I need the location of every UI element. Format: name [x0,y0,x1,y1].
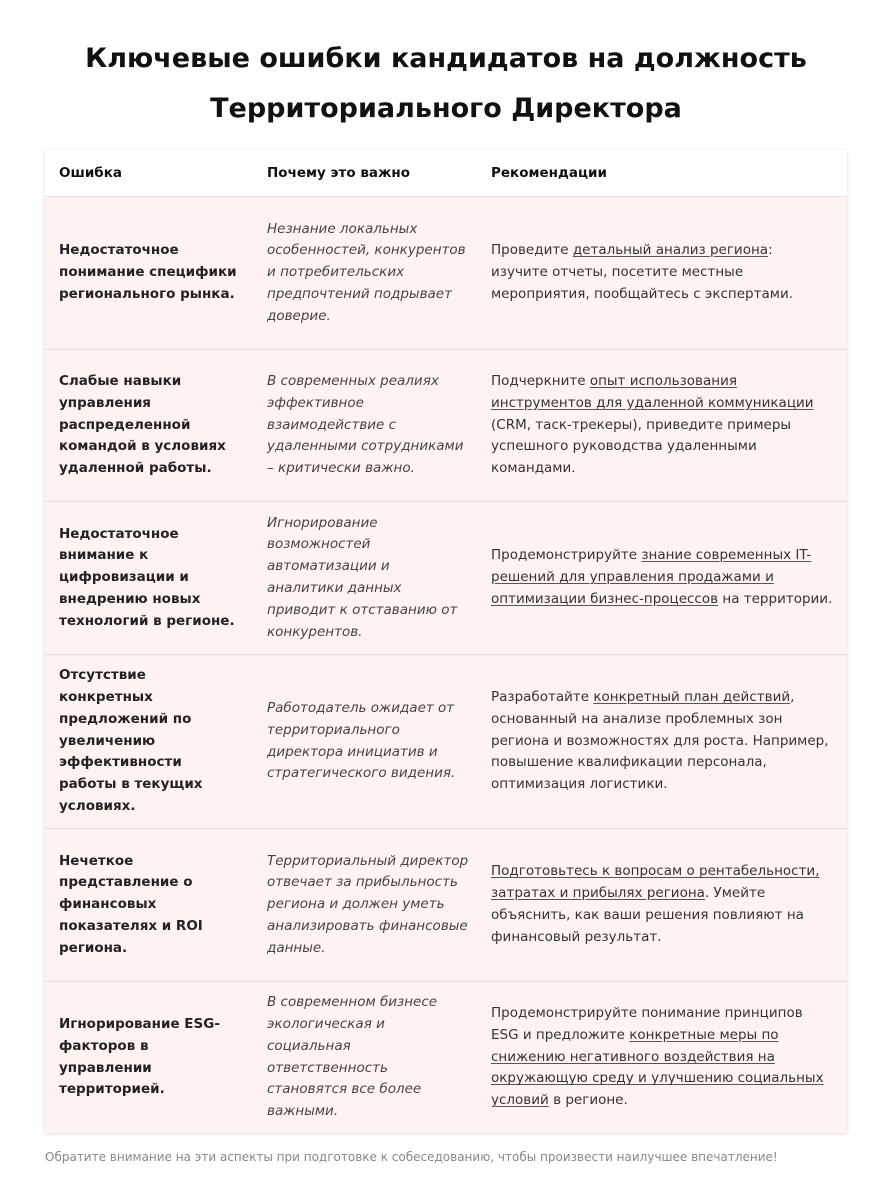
error-cell: Игнорирование ESG-факторов в управлении территорией. [59,1015,220,1098]
recommendation-text: на территории. [718,590,833,607]
recommendation-cell [477,371,847,480]
recommendation-text: в регионе. [548,1092,628,1109]
table-row [45,829,847,982]
title-line-2: Территориального Директора [210,93,682,124]
error-cell: Недостаточное понимание специфики регионального рынка. [59,242,237,302]
header-error: Ошибка [59,165,122,181]
recommendation-text: Продемонстрируйте [491,547,642,564]
error-cell: Слабые навыки управления распределенной командой в условиях удаленной работы. [59,373,226,477]
table-header-row [45,150,847,197]
why-cell: Работодатель ожидает от территориального директора инициатив и стратегического видения. [267,699,456,782]
recommendation-text: , основанный на анализе проблемных зон региона и возможностях для роста. Например, повышение квалификации персонала, оптимизация логистики. [491,689,829,793]
why-cell: Незнание локальных особенностей, конкурентов и потребительских предпочтений подрывает доверие. [267,220,466,324]
table-row [45,502,847,655]
recommendation-highlight: Подготовьтесь к вопросам о рентабельности, затратах и прибылях региона [491,863,820,902]
recommendation-cell [477,545,847,610]
recommendation-text: Подчеркните [491,373,590,389]
header-recommendations: Рекомендации [491,165,607,181]
recommendation-cell [477,240,847,305]
why-cell: Игнорирование возможностей автоматизации и аналитики данных приводит к отставанию от конкурентов. [267,514,458,640]
recommendation-cell [477,861,847,948]
page-title [0,34,892,134]
error-cell: Отсутствие конкретных предложений по увеличению эффективности работы в текущих условиях. [59,667,203,814]
recommendation-text: : изучите отчеты, посетите местные мероприятия, пообщайтесь с экспертами. [491,242,794,302]
recommendation-text: . Умейте объяснить, как ваши решения повлияют на финансовый результат. [491,885,804,945]
why-cell: В современных реалиях эффективное взаимодействие с удаленными сотрудниками – критически важно. [267,373,464,477]
recommendation-cell [477,687,847,796]
recommendation-highlight: детальный анализ региона [572,242,769,259]
recommendation-highlight: конкретный план действий [593,689,791,705]
table-row [45,350,847,502]
recommendation-text: Продемонстрируйте понимание принципов ESG и предложите [491,1005,803,1043]
why-cell: В современном бизнесе экологическая и социальная ответственность становятся все более важными. [267,994,438,1120]
recommendation-highlight: конкретные меры по снижению негативного воздействия на окружающую среду и улучшению социальных условий [491,1026,824,1109]
table-row [45,655,847,829]
recommendation-cell [477,1003,847,1112]
error-cell: Нечеткое представление о финансовых показателях и ROI региона. [59,852,203,956]
recommendation-text: Проведите [491,242,573,259]
recommendation-highlight: знание современных IT-решений для управления продажами и оптимизации бизнес-процессов [491,547,812,607]
table-row [45,197,847,350]
error-cell: Недостаточное внимание к цифровизации и внедрению новых технологий в регионе. [59,525,235,629]
recommendation-text: Разработайте [491,689,594,705]
header-why: Почему это важно [267,165,411,181]
footer-note: Обратите внимание на эти аспекты при подготовке к собеседованию, чтобы произвести наилучшее впечатление! [45,1150,778,1164]
recommendation-text: (CRM, таск-трекеры), приведите примеры успешного руководства удаленными командами. [491,416,792,477]
title-line-1: Ключевые ошибки кандидатов на должность [85,43,807,74]
mistakes-table [45,150,847,1133]
recommendation-highlight: опыт использования инструментов для удаленной коммуникации [491,373,814,411]
table-row [45,982,847,1133]
why-cell: Территориальный директор отвечает за прибыльность региона и должен уметь анализировать финансовые данные. [267,852,469,956]
